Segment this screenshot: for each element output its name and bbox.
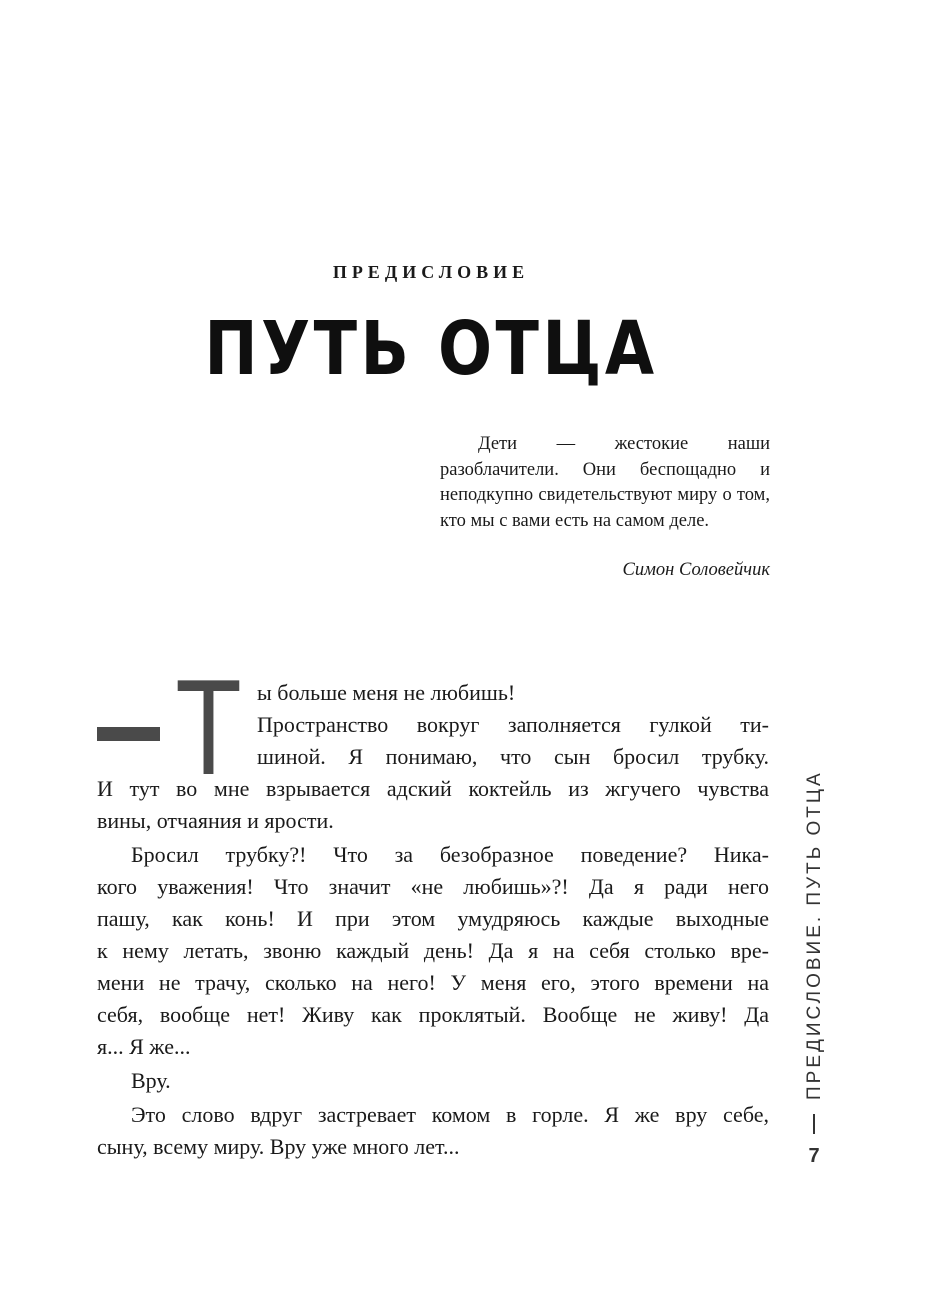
page-number: 7	[808, 1145, 820, 1167]
body-line: сыну, всему миру. Вру уже много лет...	[97, 1134, 460, 1159]
body-line: вины, отчаяния и ярости.	[97, 808, 334, 833]
chapter-title: ПУТЬ ОТЦА	[204, 306, 658, 392]
dialogue-dash	[97, 727, 160, 741]
body-line: пашу, как конь! И при этом умудряюсь каждые выходные	[97, 906, 769, 931]
epigraph-author: Симон Соловейчик	[622, 560, 770, 580]
section-label: ПРЕДИСЛОВИЕ	[332, 262, 530, 282]
epigraph	[440, 432, 770, 534]
body-line: И тут во мне взрывается адский коктейль из жгучего чувства	[97, 776, 769, 801]
body-line: кого уважения! Что значит «не любишь»?! Да я ради него	[97, 874, 769, 899]
body-line: я... Я же...	[97, 1034, 191, 1059]
body-line: Пространство вокруг заполняется гулкой ти-	[257, 712, 769, 737]
body-line: себя, вообще нет! Живу как проклятый. Вообще не живу! Да	[97, 1002, 769, 1027]
body-line: Бросил трубку?! Что за безобразное поведение? Ника-	[131, 842, 769, 867]
body-line: шиной. Я понимаю, что сын бросил трубку.	[257, 744, 769, 769]
body-line: Вру.	[131, 1068, 171, 1093]
drop-cap: Т	[178, 656, 239, 805]
body-line: ы больше меня не любишь!	[257, 680, 516, 705]
body-line: к нему летать, звоню каждый день! Да я на себя столько вре-	[97, 938, 769, 963]
body-line: мени не трачу, сколько на него! У меня его, этого времени на	[97, 970, 769, 995]
body-line: Это слово вдруг застревает комом в горле. Я же вру себе,	[131, 1102, 769, 1127]
epigraph-text: Дети — жестокие наши разоблачители. Они беспощадно и неподкупно свидетельствуют миру о том, кто мы с вами есть на самом деле.	[440, 434, 770, 531]
running-title-rule	[813, 1114, 815, 1134]
running-title: ПРЕДИСЛОВИЕ. ПУТЬ ОТЦА	[804, 770, 825, 1100]
